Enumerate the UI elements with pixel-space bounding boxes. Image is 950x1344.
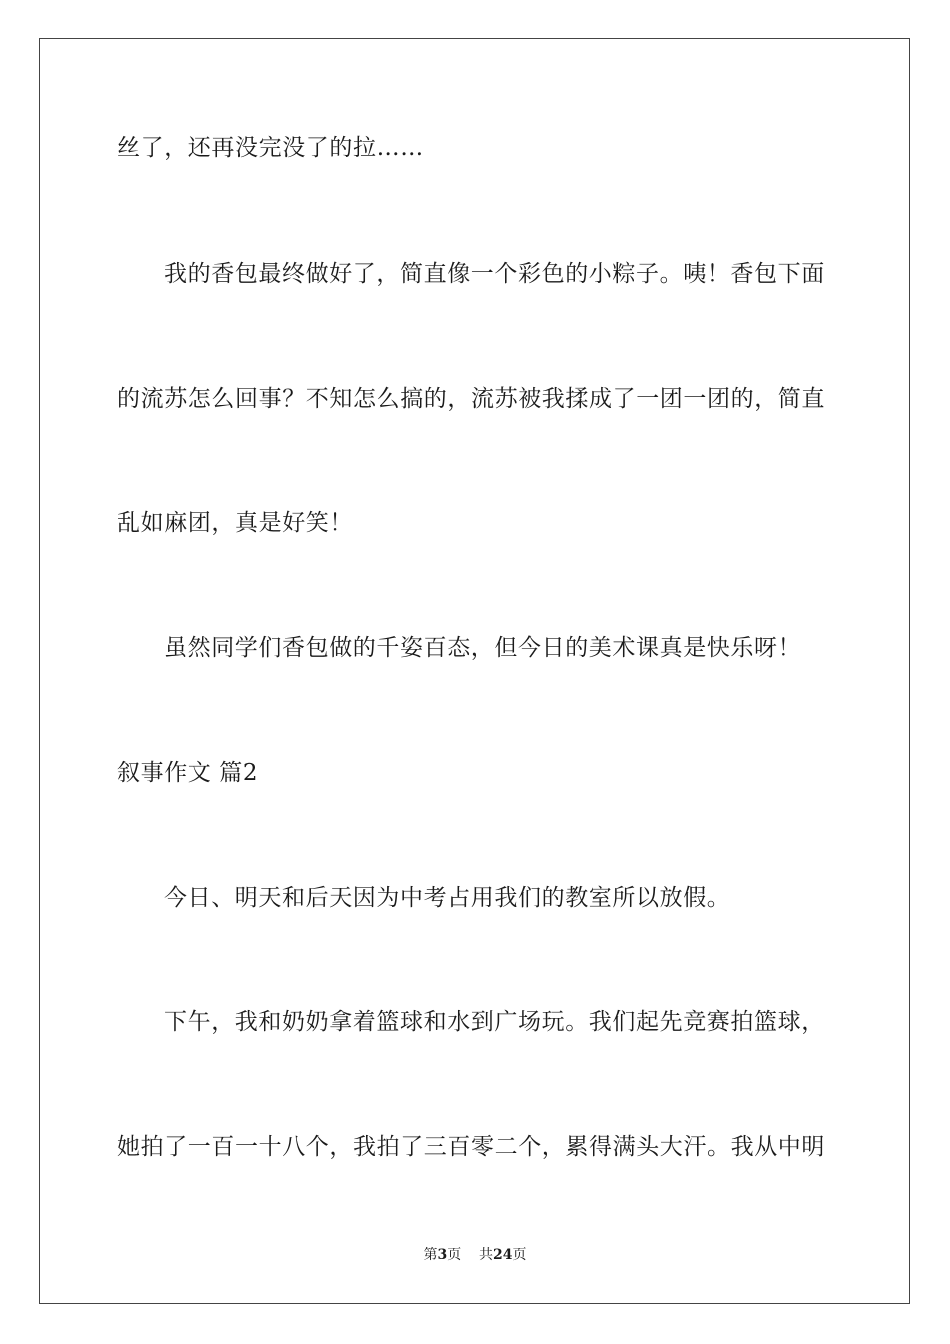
page-footer [0,1245,950,1265]
paragraph-line: 丝了，还再没完没了的拉…… [117,135,424,161]
total-suffix: 页 [512,1247,527,1263]
paragraph-line: 她拍了一百一十八个，我拍了三百零二个，累得满头大汗。我从中明 [117,1134,825,1160]
total-pages: 24 [493,1247,513,1263]
paragraph-line: 的流苏怎么回事？不知怎么搞的，流苏被我揉成了一团一团的，简直 [117,386,825,412]
paragraph-line: 我的香包最终做好了，简直像一个彩色的小粽子。咦！香包下面 [164,261,825,287]
page-number: 3 [437,1247,448,1263]
paragraph-line: 虽然同学们香包做的千姿百态，但今日的美术课真是快乐呀！ [164,635,802,661]
page-border [39,38,910,1304]
section-heading: 叙事作文 篇2 [117,760,259,786]
paragraph-line: 今日、明天和后天因为中考占用我们的教室所以放假。 [164,885,731,911]
page-suffix: 页 [447,1247,462,1263]
paragraph-line: 下午，我和奶奶拿着篮球和水到广场玩。我们起先竞赛拍篮球， [164,1009,825,1035]
page-prefix: 第 [423,1247,438,1263]
total-prefix: 共 [479,1247,494,1263]
paragraph-line: 乱如麻团，真是好笑！ [117,510,353,536]
